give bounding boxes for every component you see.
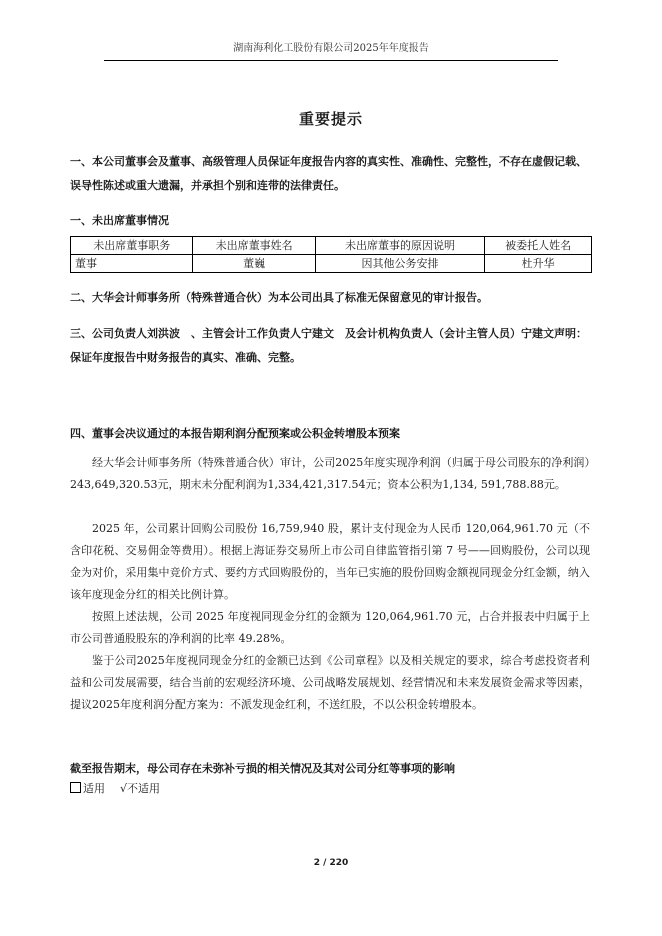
applicability-options bbox=[70, 780, 160, 798]
table-row bbox=[71, 255, 592, 273]
checkbox-icon[interactable] bbox=[70, 782, 81, 793]
column-header: 未出席董事的原因说明 bbox=[315, 237, 484, 255]
absent-directors-table bbox=[70, 236, 592, 273]
table-cell: 董事 bbox=[71, 255, 193, 273]
statement-1: 一、本公司董事会及董事、高级管理人员保证年度报告内容的真实性、准确性、完整性，不存在虚假记载、误导性陈述或重大遗漏，并承担个别和连带的法律责任。 bbox=[70, 155, 587, 192]
statement-4: 四、董事会决议通过的本报告期利润分配预案或公积金转增股本预案 bbox=[70, 427, 400, 440]
applicable-label: 适用 bbox=[83, 782, 105, 795]
statement-5: 截至报告期末，母公司存在未弥补亏损的相关情况及其对公司分红等事项的影响 bbox=[70, 762, 455, 775]
column-header: 未出席董事姓名 bbox=[193, 237, 315, 255]
paragraph: 2025 年，公司累计回购公司股份 16,759,940 股，累计支付现金为人民币 120,064,961.70 元（不含印花税、交易佣金等费用）。根据上海证券交易所上市公司自律监管指引第 7 号——回购股份，公司以现金为对价，采用集中竞价方式、要约方式回购股份的，当年已实施的股份回购金额视同现金分红金额，纳入该年度现金分红的相关比例计算。 bbox=[70, 522, 590, 601]
page-title: 重要提示 bbox=[298, 110, 363, 128]
not-applicable-label: √不适用 bbox=[120, 782, 161, 795]
column-header: 未出席董事职务 bbox=[71, 237, 193, 255]
statement-2: 二、大华会计师事务所（特殊普通合伙）为本公司出具了标准无保留意见的审计报告。 bbox=[70, 291, 488, 304]
statement-3: 三、公司负责人刘洪波 、主管会计工作负责人宁建文 及会计机构负责人（会计主管人员）宁建文声明：保证年度报告中财务报告的真实、准确、完整。 bbox=[70, 327, 587, 364]
page-number: 2 / 220 bbox=[313, 858, 349, 868]
table-cell: 因其他公务安排 bbox=[315, 255, 484, 273]
column-header: 被委托人姓名 bbox=[485, 237, 592, 255]
paragraph: 按照上述法规，公司 2025 年度视同现金分红的金额为 120,064,961.70 元，占合并报表中归属于上市公司普通股股东的净利润的比率 49.28%。 bbox=[70, 610, 590, 645]
table-cell: 董巍 bbox=[193, 255, 315, 273]
page-header: 湖南海利化工股份有限公司2025年年度报告 bbox=[104, 42, 558, 61]
paragraph: 经大华会计师事务所（特殊普通合伙）审计，公司2025年度实现净利润（归属于母公司股东的净利润）243,649,320.53元，期末未分配利润为1,334,421,317.54元；资本公积为1,134, 591,788.88元。 bbox=[70, 456, 590, 491]
absent-directors-heading: 一、未出席董事情况 bbox=[70, 214, 169, 227]
paragraph: 鉴于公司2025年度视同现金分红的金额已达到《公司章程》以及相关规定的要求，综合考虑投资者利益和公司发展需要，结合当前的宏观经济环境、公司战略发展规划、经营情况和未来发展资金需求等因素，提议2025年度利润分配方案为：不派发现金红利，不送红股，不以公积金转增股本。 bbox=[70, 654, 590, 711]
table-header-row bbox=[71, 237, 592, 255]
table-cell: 杜升华 bbox=[485, 255, 592, 273]
